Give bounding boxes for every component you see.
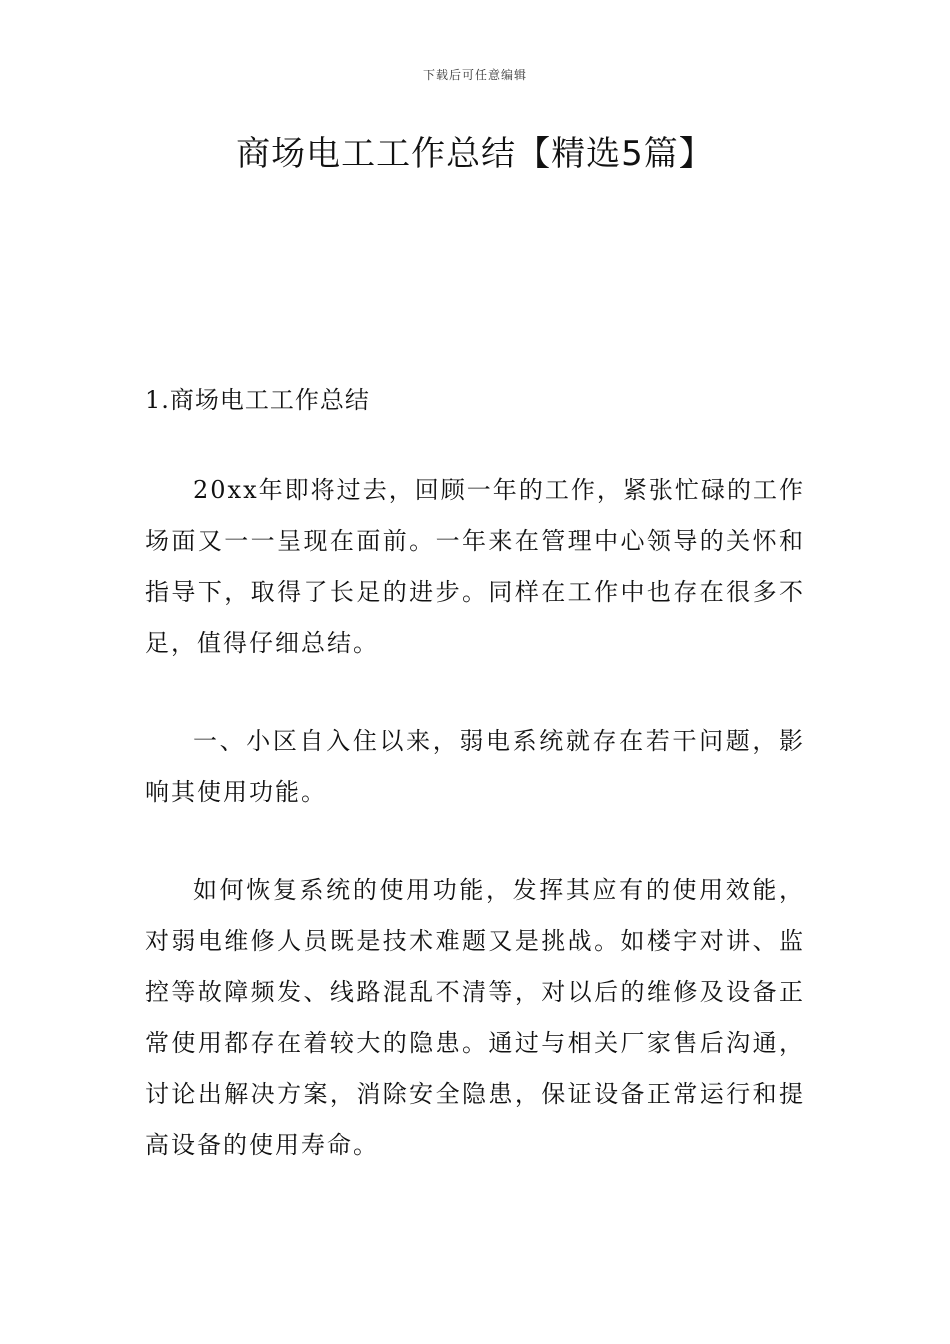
paragraph-intro: 20xx年即将过去，回顾一年的工作，紧张忙碌的工作场面又一一呈现在面前。一年来在管理中心领导的关怀和指导下，取得了长足的进步。同样在工作中也存在很多不足，值得仔细总结。 xyxy=(145,476,805,657)
paragraph-point-one: 一、小区自入住以来，弱电系统就存在若干问题，影响其使用功能。 xyxy=(145,727,805,806)
document-title: 商场电工工作总结【精选5篇】 xyxy=(236,134,714,174)
paragraph-solution: 如何恢复系统的使用功能，发挥其应有的使用效能，对弱电维修人员既是技术难题又是挑战。如楼宇对讲、监控等故障频发、线路混乱不清等，对以后的维修及设备正常使用都存在着较大的隐患。通过与相关厂家售后沟通，讨论出解决方案，消除安全隐患，保证设备正常运行和提高设备的使用寿命。 xyxy=(145,876,805,1159)
section-heading: 1.商场电工工作总结 xyxy=(145,386,370,414)
header-note: 下载后可任意编辑 xyxy=(422,68,527,82)
document-body xyxy=(145,378,805,1218)
